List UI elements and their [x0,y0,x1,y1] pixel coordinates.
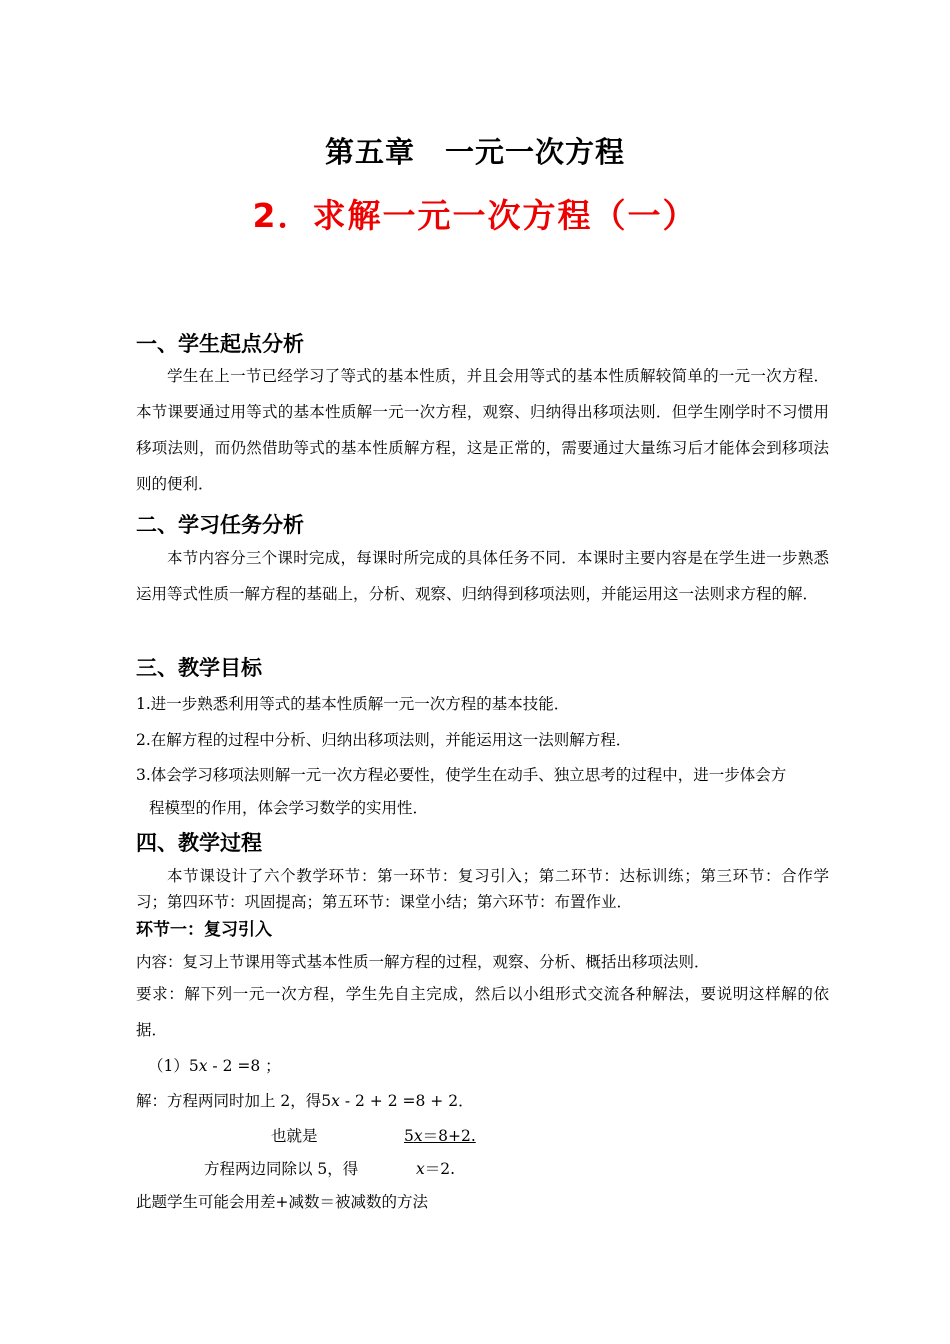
section-4-heading: 四、教学过程 [136,831,262,855]
example-1-label: （1） [148,1057,189,1075]
objective-item-3-line-2: 程模型的作用，体会学习数学的实用性． [149,799,429,817]
example-1 [148,1054,281,1076]
example-1-eq-var: x [198,1057,208,1075]
solution-step-3-rest: ＝2. [424,1160,456,1178]
solution-step-2-eq [404,1124,476,1146]
section-1-heading: 一、学生起点分析 [136,332,304,356]
example-1-eq-rest: - 2 =8 ； [207,1057,281,1075]
solution-step-3-label: 方程两边同除以 5，得 [204,1160,359,1178]
lesson-title: 2．求解一元一次方程（一） [252,196,698,235]
solution-step-2-coef: 5 [404,1127,414,1145]
solution-step-2-rest: ＝8+2. [422,1127,476,1145]
solution-step-1-text: 解：方程两同时加上 2，得 [136,1092,322,1110]
step-1-requirement: 要求：解下列一元一次方程，学生先自主完成，然后以小组形式交流各种解法，要说明这样解的依据． [136,985,829,1039]
solution-step-1-rest: - 2 + 2 =8 + 2 [339,1092,459,1110]
solution-step-3-var: x [416,1160,425,1178]
chapter-name: 一元一次方程 [445,135,626,169]
section-1-body: 学生在上一节已经学习了等式的基本性质，并且会用等式的基本性质解较简单的一元一次方程．本节课要通过用等式的基本性质解一元一次方程，观察、归纳得出移项法则．但学生刚学时不习惯用移项法则，而仍然借助等式的基本性质解方程，这是正常的，需要通过大量练习后才能体会到移项法则的便利． [136,367,829,493]
section-2-body: 本节内容分三个课时完成，每课时所完成的具体任务不同．本课时主要内容是在学生进一步熟悉运用等式性质一解方程的基础上，分析、观察、归纳得到移项法则，并能运用这一法则求方程的解． [136,549,829,603]
solution-step-1 [136,1089,474,1111]
solution-step-1-var: x [331,1092,340,1110]
chapter-number: 第五章 [324,135,415,169]
objective-item-3-line-1: 3.体会学习移项法则解一元一次方程必要性，使学生在动手、独立思考的过程中，进一步体会方 [136,766,787,784]
objective-item-1: 1.进一步熟悉利用等式的基本性质解一元一次方程的基本技能． [136,695,570,713]
example-1-eq-coef: 5 [188,1057,199,1075]
solution-step-1-end: ． [458,1092,474,1110]
section-3-heading: 三、教学目标 [136,656,262,680]
step-1-heading: 环节一：复习引入 [136,920,272,940]
chapter-title [0,130,950,171]
step-1-content: 内容：复习上节课用等式基本性质一解方程的过程，观察、分析、概括出移项法则． [136,953,710,971]
solution-step-3-eq [416,1157,455,1179]
section-4-body: 本节课设计了六个教学环节：第一环节：复习引入；第二环节：达标训练；第三环节：合作学习；第四环节：巩固提高；第五环节：课堂小结；第六环节：布置作业． [136,867,829,911]
objective-item-2: 2.在解方程的过程中分析、归纳出移项法则，并能运用这一法则解方程． [136,731,632,749]
solution-note: 此题学生可能会用差+减数＝被减数的方法 [136,1193,428,1211]
solution-step-2-label: 也就是 [271,1127,318,1145]
solution-step-2-var: x [413,1127,423,1145]
section-2-heading: 二、学习任务分析 [136,513,304,537]
solution-step-1-coef: 5 [321,1092,332,1110]
